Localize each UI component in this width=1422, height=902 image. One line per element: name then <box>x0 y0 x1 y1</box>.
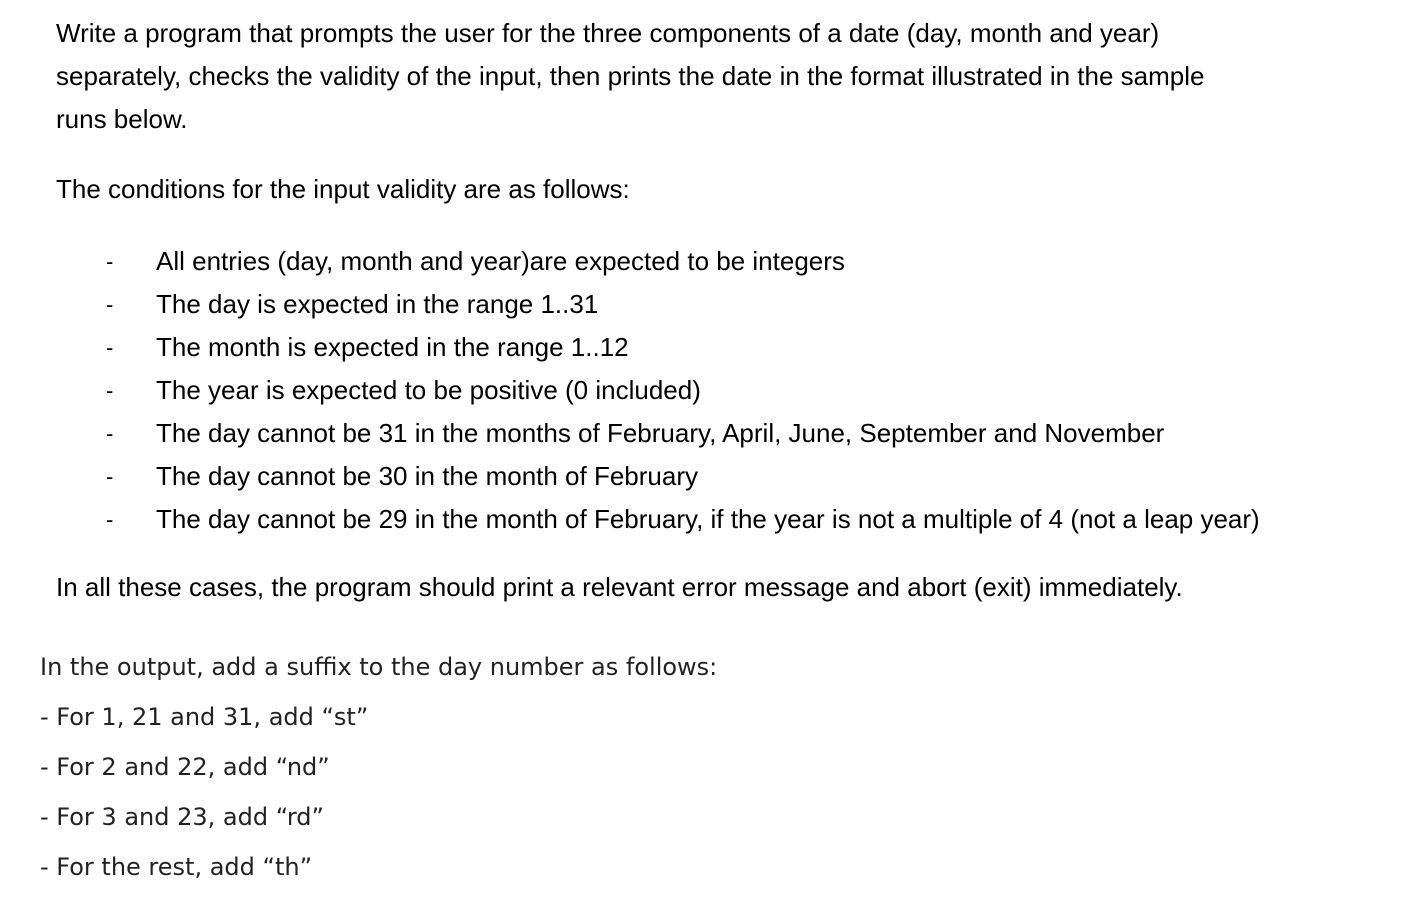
intro-paragraph <box>56 12 1204 141</box>
condition-text: The day cannot be 31 in the months of February, April, June, September and November <box>156 418 1165 448</box>
suffix-rule: - For the rest, add “th” <box>40 853 313 881</box>
bullet-dash: - <box>106 378 114 403</box>
condition-text: The year is expected to be positive (0 included) <box>156 375 701 405</box>
bullet-dash: - <box>106 292 114 317</box>
condition-text: The month is expected in the range 1..12 <box>156 332 629 362</box>
suffix-rule: - For 3 and 23, add “rd” <box>40 803 324 831</box>
bullet-dash: - <box>106 335 114 360</box>
intro-line: runs below. <box>56 104 188 134</box>
suffix-section <box>40 642 717 892</box>
condition-text: The day cannot be 30 in the month of February <box>156 461 699 491</box>
intro-line: Write a program that prompts the user for the three components of a date (day, month and year) <box>56 18 1160 48</box>
suffix-heading: In the output, add a suffix to the day number as follows: <box>40 653 718 681</box>
bullet-dash: - <box>106 464 114 489</box>
intro-line: separately, checks the validity of the input, then prints the date in the format illustrated in the sample <box>56 61 1205 91</box>
bullet-dash: - <box>106 507 114 532</box>
suffix-rule: - For 2 and 22, add “nd” <box>40 753 330 781</box>
condition-text: All entries (day, month and year)are expected to be integers <box>156 246 845 276</box>
condition-text: The day is expected in the range 1..31 <box>156 289 599 319</box>
suffix-rule: - For 1, 21 and 31, add “st” <box>40 703 369 731</box>
condition-text: The day cannot be 29 in the month of February, if the year is not a multiple of 4 (not a leap year) <box>156 504 1260 534</box>
bullet-dash: - <box>106 249 114 274</box>
bullet-dash: - <box>106 421 114 446</box>
error-note: In all these cases, the program should print a relevant error message and abort (exit) immediately. <box>56 572 1183 602</box>
conditions-heading: The conditions for the input validity are as follows: <box>56 174 630 204</box>
